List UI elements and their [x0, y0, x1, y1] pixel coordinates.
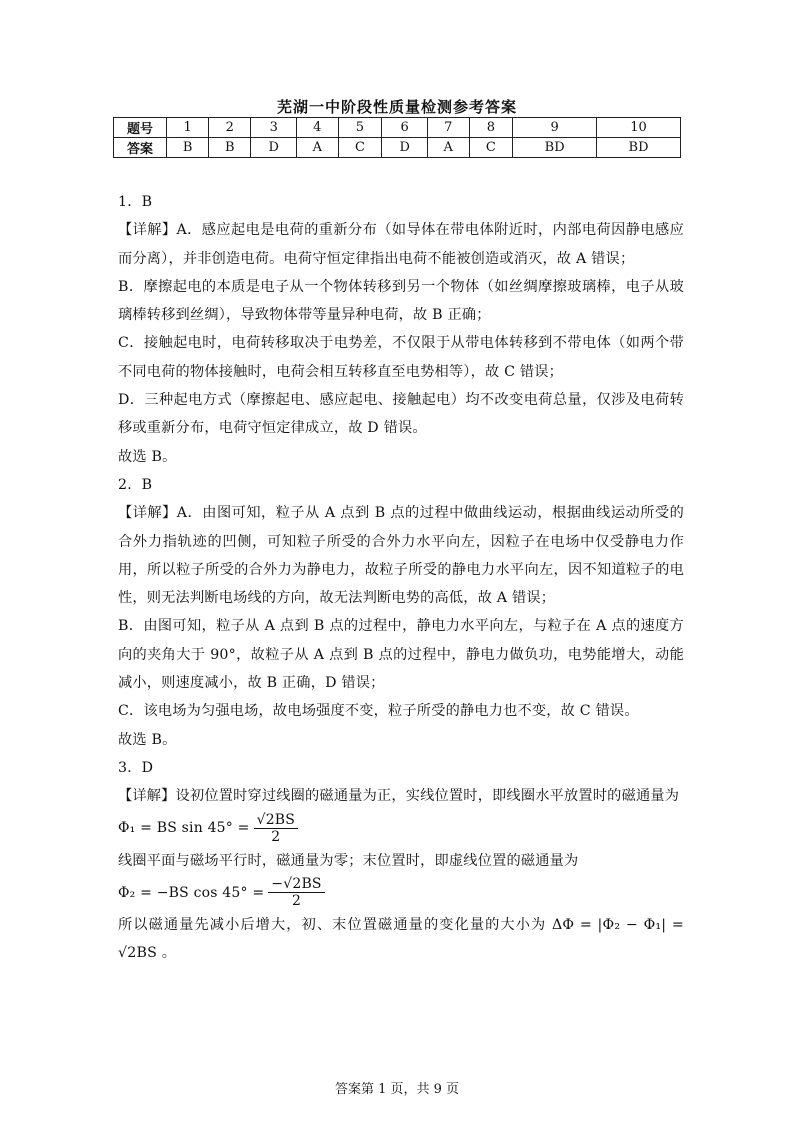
q1-conclusion: 故选 B。 — [118, 448, 177, 465]
question-number: 10 — [597, 118, 681, 138]
q2-conclusion: 故选 B。 — [118, 731, 177, 748]
q1-detail-a: 【详解】A．感应起电是电荷的重新分布（如导体在带电体附近时，内部电荷因静电感应而分离），并非创造电荷。电荷守恒定律指出电荷不能被创造或消灭，故 A 错误； — [118, 222, 684, 267]
formula-2-numerator: −√2BS — [268, 876, 324, 893]
question-number: 3 — [251, 118, 297, 138]
formula-2-lhs: Φ₂ = −BS cos 45° = — [118, 884, 265, 901]
q3-middle: 线圈平面与磁场平行时，磁通量为零；末位置时，即虚线位置的磁通量为 — [118, 852, 579, 869]
formula-2-denominator: 2 — [291, 893, 302, 910]
answer-cell: B — [167, 138, 209, 158]
question-number: 7 — [428, 118, 470, 138]
formula-2-fraction — [268, 876, 324, 909]
page-footer: 答案第 1 页，共 9 页 — [334, 1082, 460, 1097]
formula-1-numerator: √2BS — [254, 812, 299, 829]
answer-cell: B — [209, 138, 251, 158]
question-number: 2 — [209, 118, 251, 138]
question-number: 5 — [338, 118, 382, 138]
answer-cell: C — [469, 138, 513, 158]
answer-cell: A — [428, 138, 470, 158]
q3-intro: 【详解】设初位置时穿过线圈的磁通量为正，实线位置时，即线圈水平放置时的磁通量为 — [118, 788, 680, 805]
formula-1-lhs: Φ₁ = BS sin 45° = — [118, 820, 250, 837]
q2-detail-b: B．由图可知，粒子从 A 点到 B 点的过程中，静电力水平向左，与粒子在 A 点的速度方向的夹角大于 90°，故粒子从 A 点到 B 点的过程中，静电力做负功，电势能增大，动能减小，则速度减小，故 B 正确，D 错误； — [118, 618, 684, 692]
answer-label: 答案 — [114, 138, 167, 158]
answer-cell: BD — [597, 138, 681, 158]
q1-heading: 1．B — [118, 194, 153, 210]
answer-table-answer-row — [114, 138, 681, 158]
answer-table-number-row — [114, 118, 681, 138]
question-number: 1 — [167, 118, 209, 138]
formula-1-denominator: 2 — [271, 829, 281, 846]
answer-cell: D — [382, 138, 428, 158]
q3-conclusion: 所以磁通量先减小后增大，初、末位置磁通量的变化量的大小为 ΔΦ = |Φ₂ − Φ₁| = √2BS 。 — [118, 916, 684, 962]
q2-detail-a: 【详解】A．由图可知，粒子从 A 点到 B 点的过程中做曲线运动，根据曲线运动所受的合外力指轨迹的凹侧，可知粒子所受的合外力水平向左，因粒子在电场中仅受静电力作用，所以粒子所受的合外力为静电力，故粒子所受的静电力水平向左，因不知道粒子的电性，则无法判断电场线的方向，故无法判断电势的高低，故 A 错误； — [118, 505, 684, 607]
q2-heading: 2．B — [118, 476, 153, 493]
answer-cell: A — [297, 138, 339, 158]
answer-cell: BD — [513, 138, 597, 158]
answer-cell: C — [338, 138, 382, 158]
solutions-body — [118, 188, 684, 967]
q3-heading: 3．D — [118, 759, 154, 776]
q1-detail-c: C．接触起电时，电荷转移取决于电势差，不仅限于从带电体转移到不带电体（如两个带不同电荷的物体接触时，电荷会相互转移直至电势相等），故 C 错误； — [118, 335, 684, 380]
question-number: 6 — [382, 118, 428, 138]
formula-1-fraction — [254, 812, 299, 845]
answer-table — [113, 117, 681, 158]
q1-detail-b: B．摩擦起电的本质是电子从一个物体转移到另一个物体（如丝绸摩擦玻璃棒，电子从玻璃棒转移到丝绸），导致物体带等量异种电荷，故 B 正确； — [118, 278, 684, 324]
header-label: 题号 — [114, 118, 167, 138]
question-number: 8 — [469, 118, 513, 138]
question-number: 4 — [297, 118, 339, 138]
answer-cell: D — [251, 138, 297, 158]
q2-detail-c: C．该电场为匀强电场，故电场强度不变，粒子所受的静电力也不变，故 C 错误。 — [118, 703, 639, 720]
page-title: 芜湖一中阶段性质量检测参考答案 — [276, 98, 517, 116]
q3-formula-2 — [118, 875, 684, 911]
q1-detail-d: D．三种起电方式（摩擦起电、感应起电、接触起电）均不改变电荷总量，仅涉及电荷转移或重新分布，电荷守恒定律成立，故 D 错误。 — [118, 392, 684, 437]
question-number: 9 — [513, 118, 597, 138]
q3-formula-1 — [118, 811, 684, 847]
